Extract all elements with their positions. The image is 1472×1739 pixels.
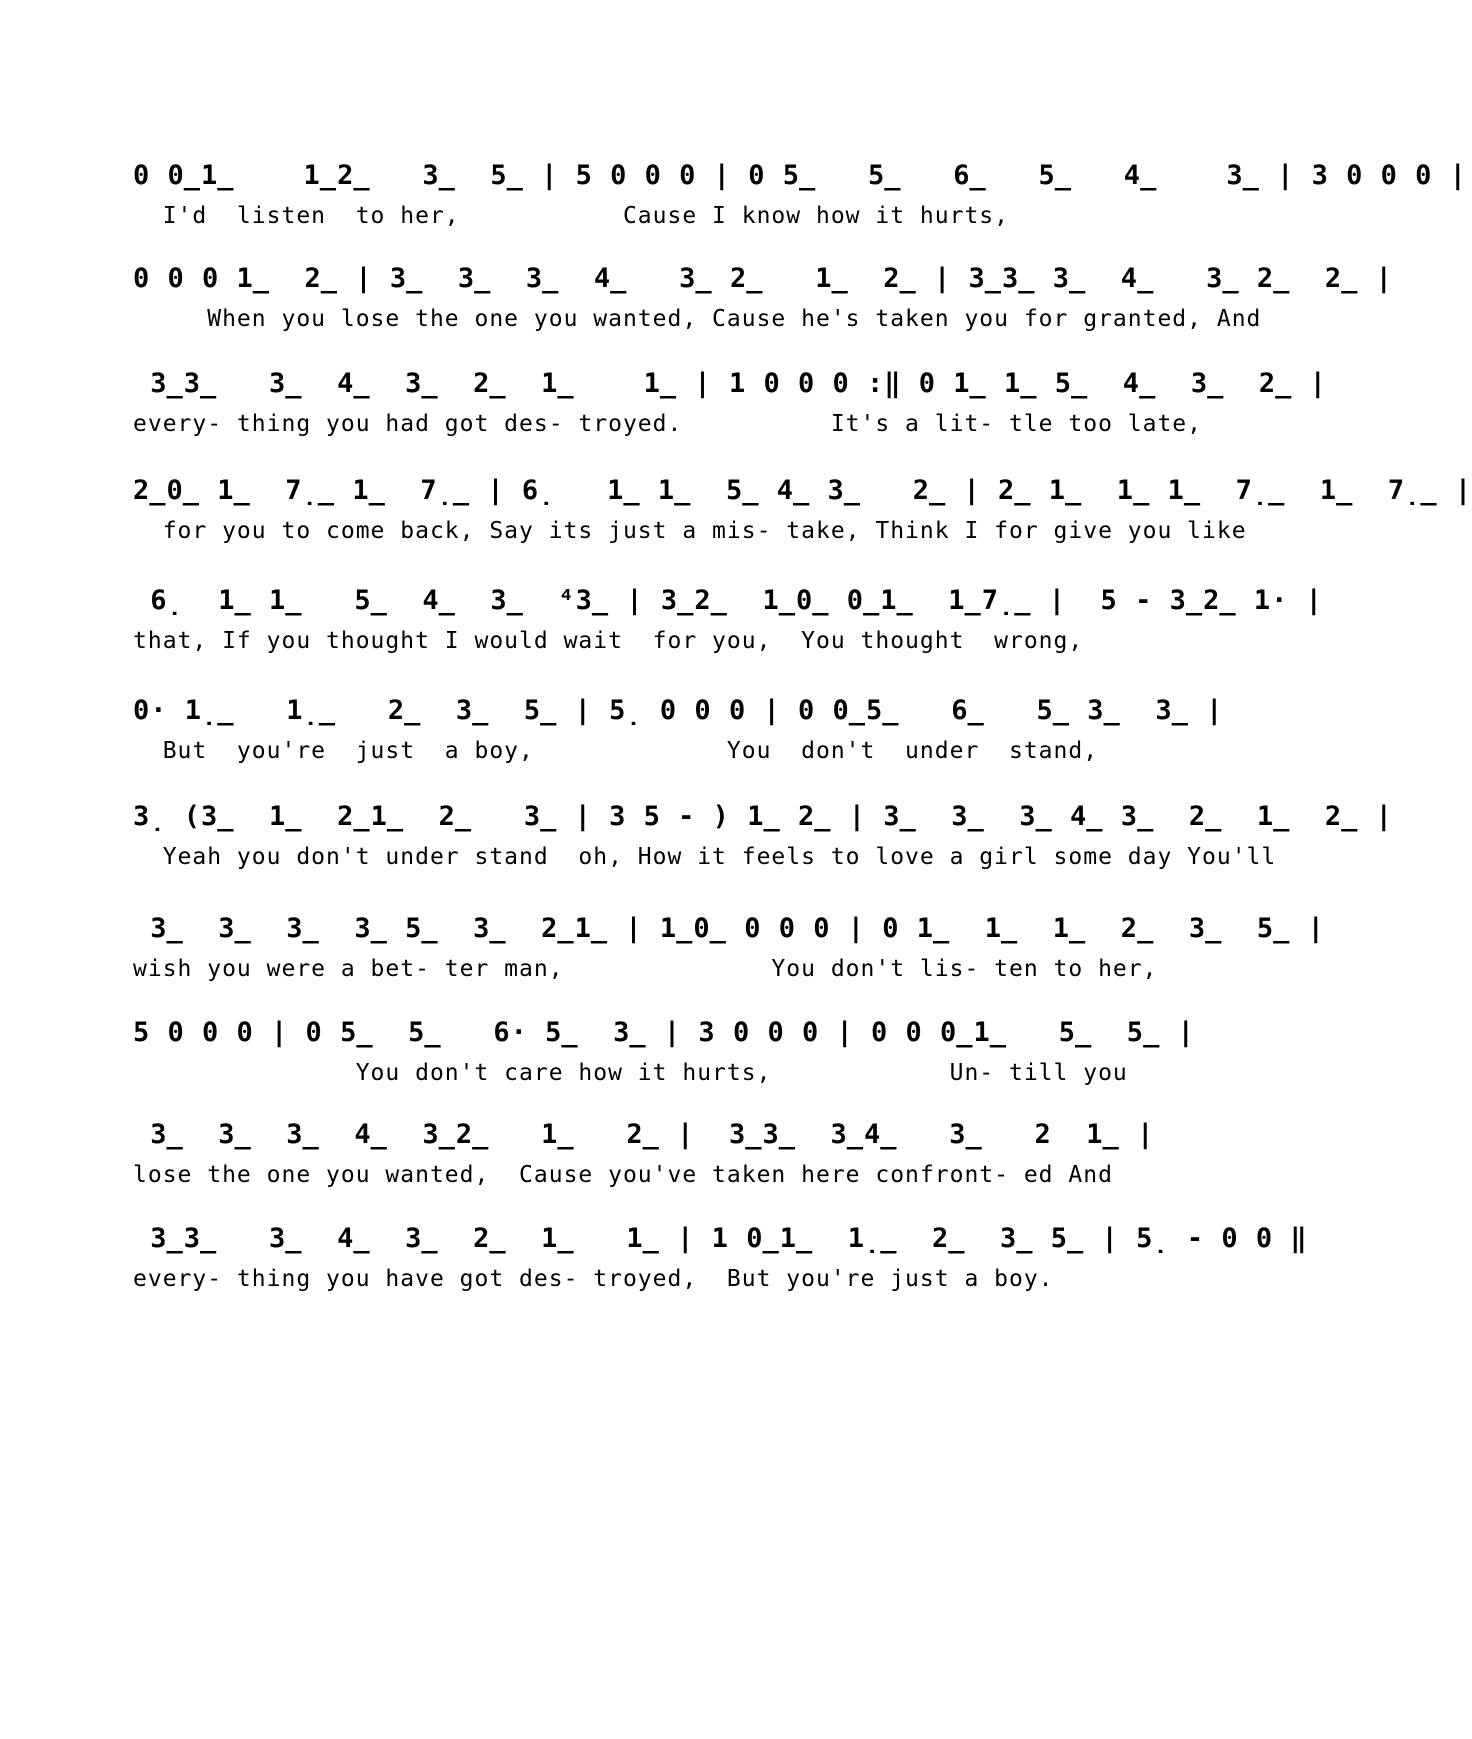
notation-line: 3̲3̲ 3̲ 4̲ 3̲ 2̲ 1̲ 1̲ | 1 0 0 0 :‖ 0 1̲ 1̲ 5̲ 4̲ 3̲ 2̲ | [133, 368, 1327, 399]
lyrics-line: When you lose the one you wanted, Cause he's taken you for granted, And [133, 306, 1262, 332]
notation-line: 0 0̲1̲ 1̲2̲ 3̲ 5̲ | 5 0 0 0 | 0 5̲ 5̲ 6̲ 5̲ 4̲ 3̲ | 3 0 0 0 | [133, 160, 1467, 191]
system-6 [0, 694, 1272, 794]
notation-line: 6̣ 1̲ 1̲ 5̲ 4̲ 3̲ ⁴3̲ | 3̲2̲ 1̲0̲ 0̲1̲ 1̲7̣̲ | 5 - 3̲2̲ 1· | [133, 585, 1323, 616]
system-2 [0, 262, 1393, 362]
lyrics-line: that, If you thought I would wait for you, You thought wrong, [133, 628, 1084, 654]
system-10 [0, 1118, 1272, 1218]
notation-line: 0· 1̣̲ 1̣̲ 2̲ 3̲ 5̲ | 5̣ 0 0 0 | 0 0̲5̲ 6̲ 5̲ 3̲ 3̲ | [133, 695, 1224, 726]
system-1 [0, 159, 1467, 259]
notation-line: 3̲3̲ 3̲ 4̲ 3̲ 2̲ 1̲ 1̲ | 1 0̲1̲ 1̣̲ 2̲ 3̲ 5̲ | 5̣ - 0 0 ‖ [133, 1223, 1308, 1254]
lyrics-line: for you to come back, Say its just a mis- take, Think I for give you like [133, 518, 1247, 544]
lyrics-line: lose the one you wanted, Cause you've taken here confront- ed And [133, 1162, 1113, 1188]
notation-line: 3̲ 3̲ 3̲ 4̲ 3̲2̲ 1̲ 2̲ | 3̲3̲ 3̲4̲ 3̲ 2 1̲ | [133, 1119, 1155, 1150]
lyrics-line: I'd listen to her, Cause I know how it hurts, [133, 203, 1009, 229]
lyrics-line: But you're just a boy, You don't under stand, [133, 738, 1099, 764]
notation-line: 3̣ (3̲ 1̲ 2̲1̲ 2̲ 3̲ | 3 5 - ) 1̲ 2̲ | 3̲ 3̲ 3̲ 4̲ 3̲ 2̲ 1̲ 2̲ | [133, 801, 1393, 832]
system-7 [0, 800, 1393, 900]
notation-line: 2̲0̲ 1̲ 7̣̲ 1̲ 7̣̲ | 6̣ 1̲ 1̲ 5̲ 4̲ 3̲ 2̲ | 2̲ 1̲ 1̲ 1̲ 7̣̲ 1̲ 7̣̲ | [133, 475, 1472, 506]
system-11 [0, 1222, 1308, 1322]
system-9 [0, 1016, 1272, 1116]
lyrics-line: Yeah you don't under stand oh, How it feels to love a girl some day You'll [133, 844, 1277, 870]
lyrics-line: wish you were a bet- ter man, You don't lis- ten to her, [133, 956, 1158, 982]
lyrics-line: You don't care how it hurts, Un- till you [133, 1060, 1128, 1086]
system-3 [0, 367, 1327, 467]
system-4 [0, 474, 1472, 574]
system-8 [0, 912, 1325, 1012]
notation-line: 5 0 0 0 | 0 5̲ 5̲ 6· 5̲ 3̲ | 3 0 0 0 | 0 0 0̲1̲ 5̲ 5̲ | [133, 1017, 1195, 1048]
notation-line: 0 0 0 1̲ 2̲ | 3̲ 3̲ 3̲ 4̲ 3̲ 2̲ 1̲ 2̲ | 3̲3̲ 3̲ 4̲ 3̲ 2̲ 2̲ | [133, 263, 1393, 294]
notation-line: 3̲ 3̲ 3̲ 3̲ 5̲ 3̲ 2̲1̲ | 1̲0̲ 0 0 0 | 0 1̲ 1̲ 1̲ 2̲ 3̲ 5̲ | [133, 913, 1325, 944]
lyrics-line: every- thing you have got des- troyed, But you're just a boy. [133, 1266, 1054, 1292]
system-5 [0, 584, 1323, 684]
lyrics-line: every- thing you had got des- troyed. It's a lit- tle too late, [133, 411, 1202, 437]
